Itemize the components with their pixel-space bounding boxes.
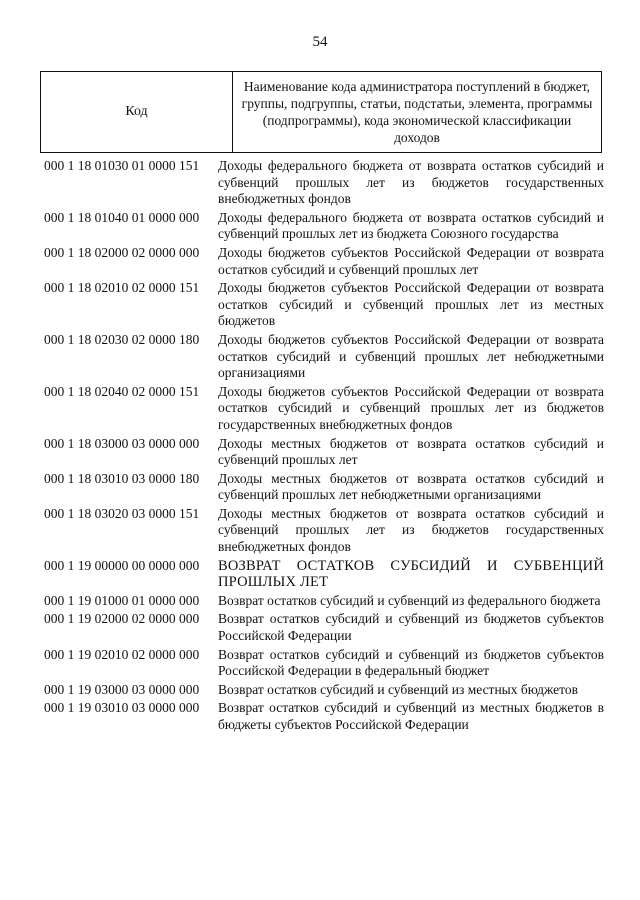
table-row: [44, 682, 604, 699]
row-code: 000 1 18 03010 03 0000 180: [44, 470, 200, 486]
table-row: [44, 471, 604, 504]
row-code: 000 1 19 00000 00 0000 000: [44, 557, 200, 573]
table-row: [44, 436, 604, 469]
table-row: [44, 700, 604, 733]
table-row: [44, 245, 604, 278]
header-name-column: Наименование кода администратора поступлений в бюджет, группы, подгруппы, статьи, подстатьи, элемента, программы (подпрограммы), кода экономической классификации доходов: [241, 79, 593, 145]
table-row-section: [44, 558, 604, 591]
classification-list: [44, 158, 604, 736]
table-row: [44, 593, 604, 610]
row-name: ВОЗВРАТ ОСТАТКОВ СУБСИДИЙ И СУБВЕНЦИЙ ПРОШЛЫХ ЛЕТ: [218, 557, 604, 591]
row-name: Возврат остатков субсидий и субвенций из местных бюджетов в бюджеты субъектов Российской Федерации: [218, 700, 604, 732]
row-name: Доходы бюджетов субъектов Российской Федерации от возврата остатков субсидий и субвенций прошлых лет небюджетными организациями: [218, 331, 604, 381]
row-name: Доходы местных бюджетов от возврата остатков субсидий и субвенций прошлых лет из бюджетов государственных внебюджетных фондов: [218, 505, 604, 555]
row-code: 000 1 18 02040 02 0000 151: [44, 383, 200, 399]
table-row: [44, 210, 604, 243]
row-name: Возврат остатков субсидий и субвенций из местных бюджетов: [218, 681, 579, 697]
row-name: Возврат остатков субсидий и субвенций из бюджетов субъектов Российской Федерации в федеральный бюджет: [218, 646, 604, 679]
table-row: [44, 384, 604, 434]
row-name: Доходы местных бюджетов от возврата остатков субсидий и субвенций прошлых лет небюджетными организациями: [218, 470, 604, 503]
table-header: [40, 71, 602, 153]
table-row: [44, 506, 604, 556]
table-row: [44, 158, 604, 208]
row-code: 000 1 18 02030 02 0000 180: [44, 331, 200, 347]
row-code: 000 1 19 02010 02 0000 000: [44, 646, 200, 662]
row-name: Возврат остатков субсидий и субвенций из федерального бюджета: [218, 592, 601, 608]
row-name: Доходы бюджетов субъектов Российской Федерации от возврата остатков субсидий и субвенций прошлых лет из бюджетов государственных внебюджетных фондов: [218, 383, 604, 432]
row-code: 000 1 19 01000 01 0000 000: [44, 592, 200, 608]
row-code: 000 1 18 01030 01 0000 151: [44, 158, 200, 173]
row-code: 000 1 18 03020 03 0000 151: [44, 505, 200, 521]
table-row: [44, 280, 604, 330]
row-name: Доходы федерального бюджета от возврата остатков субсидий и субвенций прошлых лет из бюджетов государственных внебюджетных фондов: [218, 158, 604, 207]
row-name: Доходы федерального бюджета от возврата остатков субсидий и субвенций прошлых лет из бюджета Союзного государства: [218, 209, 604, 242]
table-row: [44, 647, 604, 680]
page-number: 54: [312, 34, 328, 50]
row-name: Доходы бюджетов субъектов Российской Федерации от возврата остатков субсидий и субвенций прошлых лет: [218, 244, 604, 277]
table-row: [44, 611, 604, 644]
row-name: Доходы местных бюджетов от возврата остатков субсидий и субвенций прошлых лет: [218, 435, 604, 468]
row-code: 000 1 18 03000 03 0000 000: [44, 435, 200, 451]
row-name: Возврат остатков субсидий и субвенций из бюджетов субъектов Российской Федерации: [218, 611, 604, 644]
table-row: [44, 332, 604, 382]
row-code: 000 1 18 02000 02 0000 000: [44, 244, 200, 260]
header-code-column: Код: [41, 72, 233, 152]
row-name: Доходы бюджетов субъектов Российской Федерации от возврата остатков субсидий и субвенций прошлых лет из местных бюджетов: [218, 280, 604, 329]
row-code: 000 1 19 02000 02 0000 000: [44, 611, 200, 627]
row-code: 000 1 19 03000 03 0000 000: [44, 681, 200, 697]
row-code: 000 1 19 03010 03 0000 000: [44, 700, 200, 716]
row-code: 000 1 18 01040 01 0000 000: [44, 209, 200, 225]
row-code: 000 1 18 02010 02 0000 151: [44, 280, 200, 296]
